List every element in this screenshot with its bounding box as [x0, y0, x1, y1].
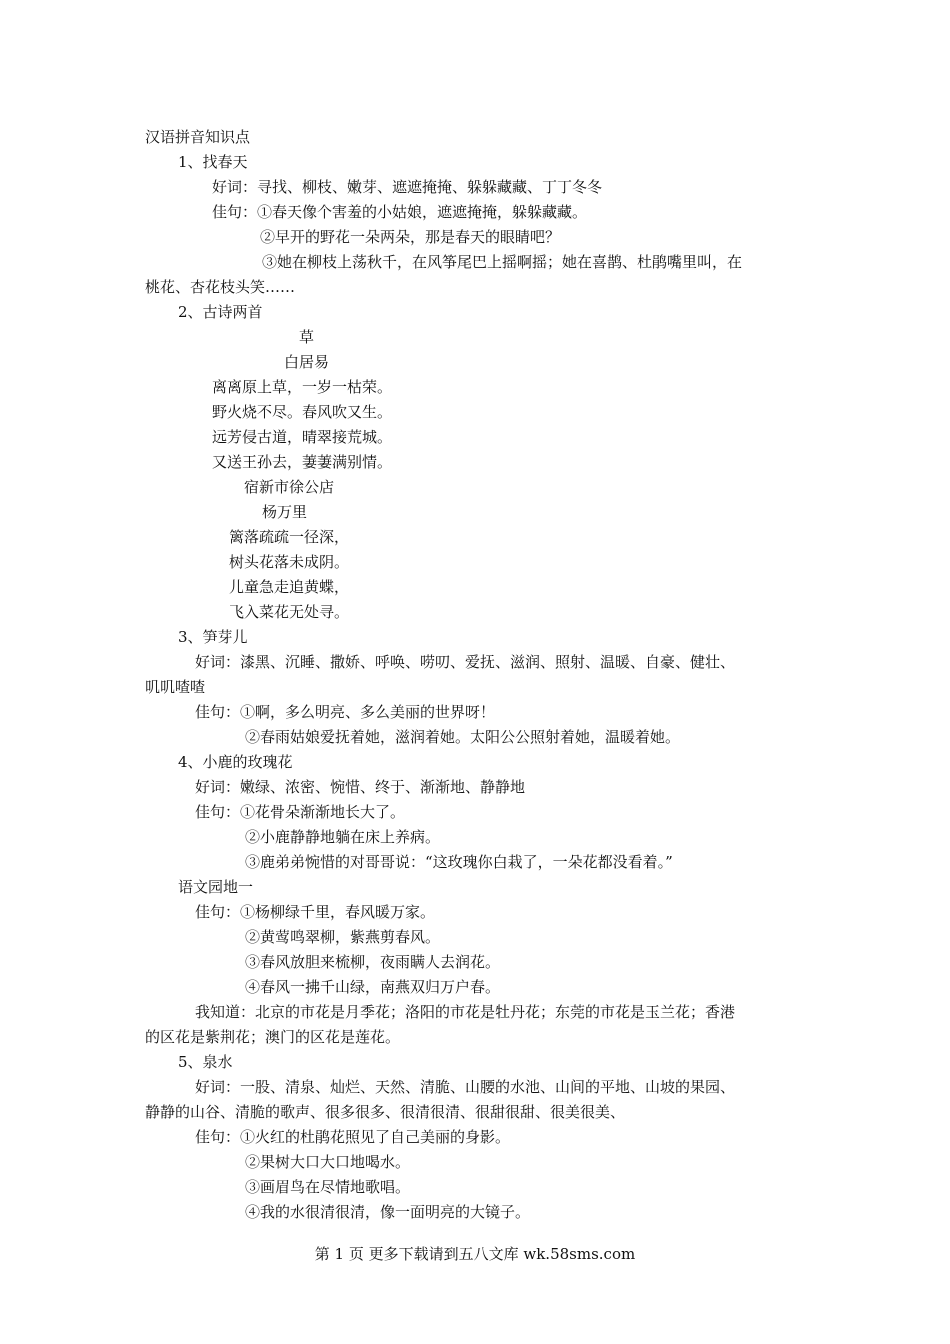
poem-title: 草 — [299, 328, 315, 346]
good-sentence: ③春风放胆来梳柳，夜雨瞒人去润花。 — [245, 953, 501, 971]
good-sentence: ②黄莺鸣翠柳，紫燕剪春风。 — [245, 928, 441, 946]
section-heading: 2、古诗两首 — [178, 303, 263, 321]
good-sentence: 佳句：①火红的杜鹃花照见了自己美丽的身影。 — [195, 1128, 511, 1146]
poem-line: 离离原上草，一岁一枯荣。 — [212, 378, 393, 396]
good-sentence: 佳句：①春天像个害羞的小姑娘，遮遮掩掩，躲躲藏藏。 — [212, 203, 588, 221]
good-sentence-continuation: 桃花、杏花枝头笑…… — [145, 278, 296, 296]
good-words: 好词：一股、清泉、灿烂、天然、清脆、山腰的水池、山间的平地、山坡的果园、 — [195, 1078, 736, 1096]
good-sentence: ③鹿弟弟惋惜的对哥哥说：“这玫瑰你白栽了，一朵花都没看着。” — [245, 853, 673, 871]
good-words: 好词：寻找、柳枝、嫩芽、遮遮掩掩、躲躲藏藏、丁丁冬冬 — [212, 178, 603, 196]
doc-title: 汉语拼音知识点 — [145, 128, 251, 146]
good-sentence: ③她在柳枝上荡秋千，在风筝尾巴上摇啊摇；她在喜鹊、杜鹃嘴里叫，在 — [262, 253, 743, 271]
section-heading: 5、泉水 — [178, 1053, 233, 1071]
i-know-paragraph-continuation: 的区花是紫荆花；澳门的区花是莲花。 — [145, 1028, 401, 1046]
good-sentence: ②果树大口大口地喝水。 — [245, 1153, 411, 1171]
poem-line: 远芳侵古道，晴翠接荒城。 — [212, 428, 393, 446]
good-words-continuation: 叽叽喳喳 — [145, 678, 206, 696]
page-footer: 第 1 页 更多下载请到五八文库 wk.58sms.com — [314, 1245, 636, 1263]
poem-line: 儿童急走追黄蝶， — [229, 578, 350, 596]
good-sentence: ③画眉鸟在尽情地歌唱。 — [245, 1178, 411, 1196]
poem-author: 白居易 — [284, 353, 330, 371]
section-heading: 语文园地一 — [178, 878, 254, 896]
section-heading: 3、笋芽儿 — [178, 628, 248, 646]
poem-line: 飞入菜花无处寻。 — [229, 603, 350, 621]
good-sentence: ②早开的野花一朵两朵，那是春天的眼睛吧？ — [260, 228, 561, 246]
good-words: 好词：漆黑、沉睡、撒娇、呼唤、唠叨、爱抚、滋润、照射、温暖、自豪、健壮、 — [195, 653, 736, 671]
good-sentence: ②小鹿静静地躺在床上养病。 — [245, 828, 441, 846]
poem-line: 野火烧不尽。春风吹又生。 — [212, 403, 393, 421]
section-heading: 1、找春天 — [178, 153, 248, 171]
section-heading: 4、小鹿的玫瑰花 — [178, 753, 293, 771]
poem-title: 宿新市徐公店 — [244, 478, 335, 496]
good-sentence: ④我的水很清很清，像一面明亮的大镜子。 — [245, 1203, 531, 1221]
good-sentence: ②春雨姑娘爱抚着她，滋润着她。太阳公公照射着她，温暖着她。 — [245, 728, 681, 746]
poem-line: 树头花落未成阴。 — [229, 553, 350, 571]
good-sentence: ④春风一拂千山绿，南燕双归万户春。 — [245, 978, 501, 996]
good-words: 好词：嫩绿、浓密、惋惜、终于、渐渐地、静静地 — [195, 778, 526, 796]
i-know-paragraph: 我知道：北京的市花是月季花；洛阳的市花是牡丹花；东莞的市花是玉兰花；香港 — [195, 1003, 736, 1021]
poem-line: 篱落疏疏一径深， — [229, 528, 350, 546]
good-words-continuation: 静静的山谷、清脆的歌声、很多很多、很清很清、很甜很甜、很美很美、 — [145, 1103, 626, 1121]
good-sentence: 佳句：①杨柳绿千里，春风暖万家。 — [195, 903, 436, 921]
poem-author: 杨万里 — [262, 503, 308, 521]
poem-line: 又送王孙去，萋萋满别情。 — [212, 453, 393, 471]
good-sentence: 佳句：①啊，多么明亮、多么美丽的世界呀！ — [195, 703, 496, 721]
good-sentence: 佳句：①花骨朵渐渐地长大了。 — [195, 803, 406, 821]
